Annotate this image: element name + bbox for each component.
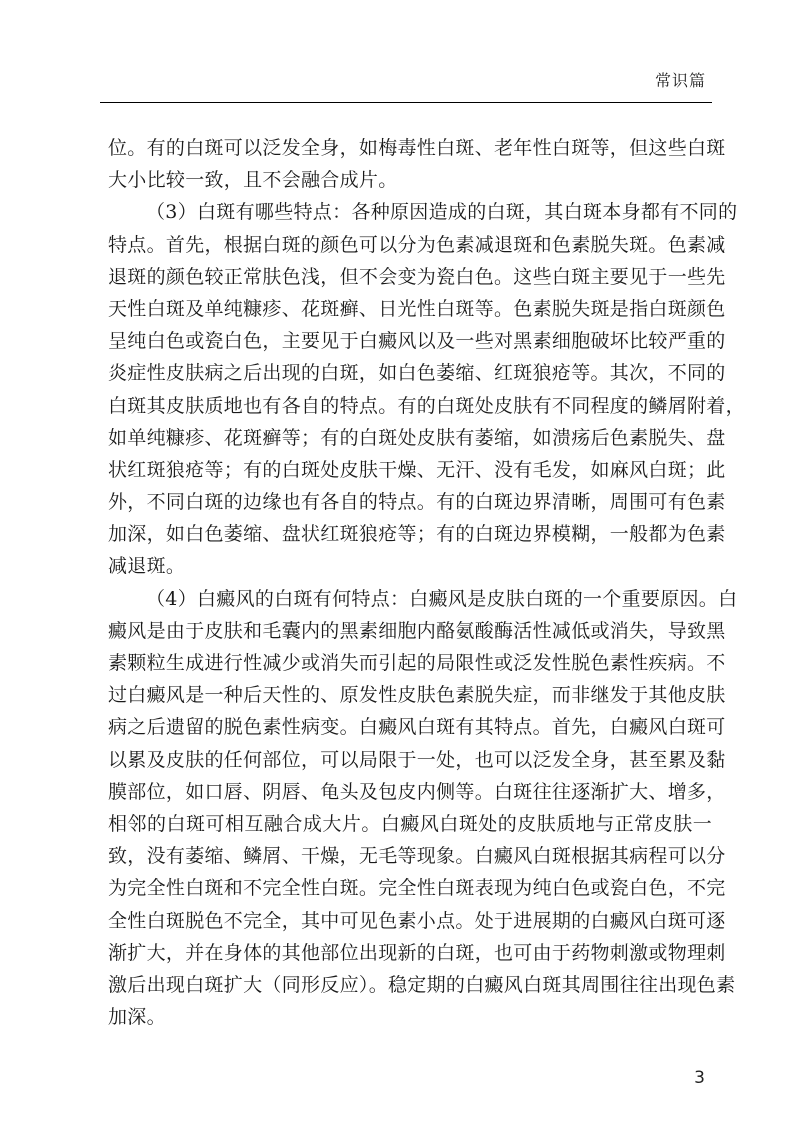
text-line: 呈纯白色或瓷白色，主要见于白癜风以及一些对黑素细胞破坏比较严重的 <box>108 330 726 353</box>
text-line: 炎症性皮肤病之后出现的白斑，如白色萎缩、红斑狼疮等。其次，不同的 <box>108 362 726 385</box>
section-title: 常识篇 <box>654 71 706 90</box>
text-line: 大小比较一致，且不会融合成片。 <box>108 169 398 192</box>
text-line: 加深，如白色萎缩、盘状红斑狼疮等；有的白斑边界模糊，一般都为色素 <box>108 523 726 546</box>
text-line: 全性白斑脱色不完全，其中可见色素小点。处于进展期的白癜风白斑可逐 <box>108 909 726 932</box>
text-line: 加深。 <box>108 1006 166 1029</box>
text-line: 癜风是由于皮肤和毛囊内的黑素细胞内酪氨酸酶活性减低或消失，导致黑 <box>108 619 726 642</box>
paragraph <box>108 132 726 196</box>
text-line: 致，没有萎缩、鳞屑、干燥，无毛等现象。白癜风白斑根据其病程可以分 <box>108 845 726 868</box>
page-header <box>100 62 712 103</box>
text-line: 为完全性白斑和不完全性白斑。完全性白斑表现为纯白色或瓷白色，不完 <box>108 877 726 900</box>
text-line: 渐扩大，并在身体的其他部位出现新的白斑，也可由于药物刺激或物理刺 <box>108 941 726 964</box>
text-line: （3）白斑有哪些特点：各种原因造成的白斑，其白斑本身都有不同的 <box>146 201 738 224</box>
page-number: 3 <box>694 1068 705 1088</box>
text-line: 外，不同白斑的边缘也有各自的特点。有的白斑边界清晰，周围可有色素 <box>108 491 726 514</box>
text-line: 状红斑狼疮等；有的白斑处皮肤干燥、无汗、没有毛发，如麻风白斑；此 <box>108 458 726 481</box>
text-line: （4）白癜风的白斑有何特点：白癜风是皮肤白斑的一个重要原因。白 <box>146 587 738 610</box>
text-line: 激后出现白斑扩大（同形反应）。稳定期的白癜风白斑其周围往往出现色素 <box>108 973 736 996</box>
text-line: 病之后遗留的脱色素性病变。白癜风白斑有其特点。首先，白癜风白斑可 <box>108 716 726 739</box>
text-line: 相邻的白斑可相互融合成大片。白癜风白斑处的皮肤质地与正常皮肤一 <box>108 812 712 835</box>
text-line: 以累及皮肤的任何部位，可以局限于一处，也可以泛发全身，甚至累及黏 <box>108 748 726 771</box>
text-line: 素颗粒生成进行性减少或消失而引起的局限性或泛发性脱色素性疾病。不 <box>108 652 726 674</box>
text-line: 特点。首先，根据白斑的颜色可以分为色素减退斑和色素脱失斑。色素减 <box>108 233 726 256</box>
text-line: 膜部位，如口唇、阴唇、龟头及包皮内侧等。白斑往往逐渐扩大、增多， <box>108 780 726 803</box>
paragraph <box>108 196 745 582</box>
text-line: 白斑其皮肤质地也有各自的特点。有的白斑处皮肤有不同程度的鳞屑附着， <box>108 394 745 417</box>
paragraph <box>108 583 738 1034</box>
text-line: 如单纯糠疹、花斑癣等；有的白斑处皮肤有萎缩，如溃疡后色素脱失、盘 <box>108 426 726 449</box>
text-line: 减退斑。 <box>108 555 186 578</box>
body-text <box>108 132 745 1033</box>
text-line: 位。有的白斑可以泛发全身，如梅毒性白斑、老年性白斑等，但这些白斑 <box>108 137 726 159</box>
text-line: 退斑的颜色较正常肤色浅，但不会变为瓷白色。这些白斑主要见于一些先 <box>108 265 726 288</box>
text-line: 天性白斑及单纯糠疹、花斑癣、日光性白斑等。色素脱失斑是指白斑颜色 <box>108 297 726 320</box>
text-line: 过白癜风是一种后天性的、原发性皮肤色素脱失症，而非继发于其他皮肤 <box>108 684 726 707</box>
